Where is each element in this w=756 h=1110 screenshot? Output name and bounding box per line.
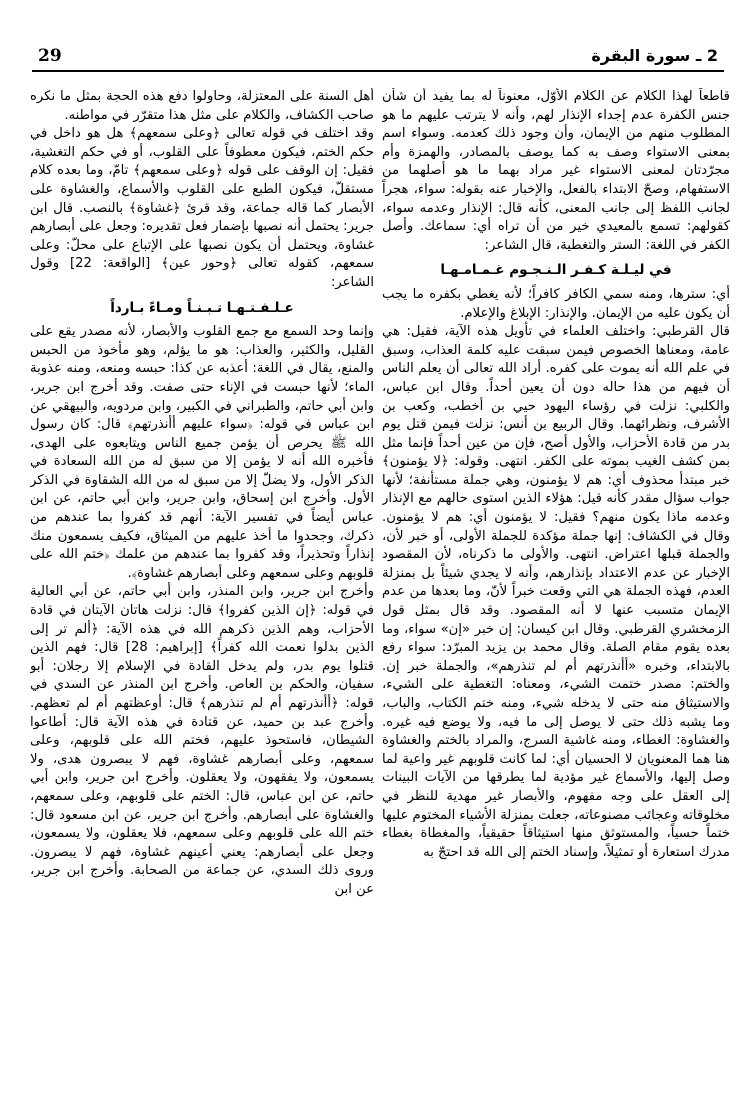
paragraph: أهل السنة على المعتزلة، وحاولوا دفع هذه الحجة بمثل ما نكره صاحب الكشاف، والكلام على مثل هذا متقرّر في مواطنه. — [30, 89, 374, 123]
right-column — [382, 88, 730, 1098]
paragraph: قاطعاً لهذا الكلام عن الكلام الأوّل، معنوناً له بما يفيد أن شأن جنس الكفرة عدم إجداء الإنذار لهم، وأنه لا يترتب عليهم ما هو المطلوب منهم من الإيمان، وأن وجود ذلك كعدمه. وسواء اسم بمعنى الاستواء وصف به كما يوصف بالمصادر، والهمزة وأم مجرّدتان لمعنى الاستواء غير مراد بهما ما هو أصلهما من الاستفهام، وصحّ الابتداء بالفعل، والإخبار عنه بقوله: سواء، هجراً لجانب اللفظ إلى جانب المعنى، كأنه قال: الإنذار وعدمه سواء، كقولهم: تسمع بالمعيدي خير من أن تراه أي: سماعك. وأصل الكفر في اللغة: الستر والتغطية، قال الشاعر: — [382, 89, 730, 253]
paragraph: وأخرج ابن جرير، وابن المنذر، وابن أبي حاتم، عن أبي العالية في قوله: ﴿إن الذين كفروا﴾ قال: نزلت هاتان الآيتان في قادة الأحزاب، وهم الذين ذكرهم الله في هذه الآية: ﴿ألم تر إلى الذين بدلوا نعمت الله كفراً﴾ [إبراهيم: 28] قال: فهم الذين قتلوا يوم بدر، ولم يدخل القادة في الإسلام إلا رجلان: أبو سفيان، والحكم بن العاص. وأخرج ابن المنذر عن السدي في قوله: ﴿أأنذرتهم أم لم تنذرهم﴾ قال: أوعظتهم أم لم تعظهم. وأخرج عبد بن حميد، عن قتادة في هذه الآية قال: أطاعوا الشيطان، فاستحوذ عليهم، فختم الله على قلوبهم، وعلى سمعهم، وعلى أبصارهم غشاوة، فهم لا يبصرون هدى، ولا يسمعون، ولا يفقهون، ولا يعقلون. وأخرج ابن جرير، وابن أبي حاتم، عن ابن عباس، قال: الختم على قلوبهم، وعلى سمعهم، والغشاوة على أبصارهم. وأخرج ابن جرير، عن ابن مسعود قال: ختم الله على قلوبهم وعلى سمعهم، فلا يعقلون، ولا يسمعون، وجعل على أبصارهم: يعني أعينهم غشاوة، فهم لا يبصرون. وروى ذلك السدي، عن جماعة من الصحابة. وأخرج ابن جرير، عن ابن — [30, 584, 374, 897]
paragraph: وقد اختلف في قوله تعالى ﴿وعلى سمعهم﴾ هل هو داخل في حكم الختم، فيكون معطوفاً على القلوب، أو في حكم التغشية، فقيل: إن الوقف على قوله ﴿وعلى سمعهم﴾ تامّ، وما بعده كلام مستقلّ، فيكون الطبع على القلوب والأسماع، والغشاوة على الأبصار كما قاله جماعة، وقد قرئ ﴿غشاوة﴾ بالنصب. قال ابن جرير: يحتمل أنه نصبها بإضمار فعل تقديره: وجعل على أبصارهم غشاوة، ويحتمل أن يكون نصبها على الإتباع على محلّ: وعلى سمعهم، كقوله تعالى ﴿وحور عين﴾ [الواقعة: 22] وقول الشاعر: — [30, 126, 374, 290]
poetry-verse: في ليـلـة كـفـر الـنـجـوم غـمـامـهـا — [440, 262, 672, 279]
paragraph: قال القرطبي: واختلف العلماء في تأويل هذه الآية، فقيل: هي عامة، ومعناها الخصوص فيمن سبقت عليه كلمة العذاب، وسبق في علم الله أنه يموت على كفره. أراد الله تعالى أن يعلم الناس أن فيهم من هذا حاله دون أن يعين أحداً. وقال ابن عباس، والكلبي: نزلت في رؤساء اليهود حيي بن أخطب، وكعب بن الأشرف، ونظرائهما. وقال الربيع بن أنس: نزلت فيمن قتل يوم بدر من قادة الأحزاب، والأول أصح، فإن من عين أحداً فإنما مثل بمن كشف الغيب بموته على الكفر. انتهى. وقوله: ﴿لا يؤمنون﴾ خبر مبتدأ محذوف أي: هم لا يؤمنون، وهي جملة مستأنفة؛ لأنها جواب سؤال مقدر كأنه قيل: هؤلاء الذين استوى حالهم مع الإنذار وعدمه ماذا يكون منهم؟ فقيل: لا يؤمنون أي: هم لا يؤمنون. وقال في الكشاف: إنها جملة مؤكدة للجملة الأولى، أو خبر لأن، والجملة قبلها اعتراض. انتهى. والأولى ما ذكرناه، لأن المقصود الإخبار عن عدم الاعتداد بإنذارهم، وأنه لا يجدي شيئاً بل بمنزلة العدم، فهذه الجملة هي التي وقعت خبراً لأنّ، وما بعدها من عدم الإيمان متسبب عنها لا أنه المقصود. وقد قال بمثل قول الزمخشري القرطبي. وقال ابن كيسان: إن خبر «إن» سواء، وما بعده يقوم مقام الصلة. وقال محمد بن يزيد المبرّد: سواء رفع بالابتداء، وخبره «أأنذرتهم أم لم تنذرهم»، والجملة خبر إن. والختم: مصدر ختمت الشيء، ومعناه: التغطية على الشيء، والاستيثاق منه حتى لا يدخله شيء، ومنه ختم الكتاب، والباب، وما يشبه ذلك حتى لا يوصل إلى ما فيه، ولا يوضع فيه غيره. والغشاوة: الغطاء، ومنه غاشية السرج، والمراد بالختم والغشاوة هنا هما المعنويان لا الحسيان أي: لما كانت قلوبهم غير واعية لما وصل إليها، والأسماع غير مؤدية لما يطرقها من الآيات البينات إلى العقل على وجه مفهوم، والأبصار غير مهدية للنظر في مخلوقاته وعجائب مصنوعاته، جعلت بمنزلة الأشياء المختوم عليها ختماً حسياً، والمستوثق منها استيثاقاً حقيقياً، والمغطاة بغطاء مدرك استعارة أو تمثيلاً، وإسناد الختم إلى الله قد احتجّ به — [382, 324, 730, 860]
paragraph: أي: سترها، ومنه سمي الكافر كافراً؛ لأنه يغطي بكفره ما يجب أن يكون عليه من الإيمان. والإنذار: الإبلاغ والإعلام. — [382, 286, 730, 321]
left-column — [30, 88, 374, 1098]
paragraph: وإنما وحد السمع مع جمع القلوب والأبصار، لأنه مصدر يقع على القليل، والكثير، والعذاب: هو ما يؤلم، وهو مأخوذ من الحبس والمنع، يقال في اللغة: أعذبه عن كذا: حبسه ومنعه، ومنه عذوبة الماء؛ لأنها حبست في الإناء حتى صفت. وقد أخرج ابن جرير، وابن أبي حاتم، والطبراني في الكبير، وابن مردويه، والبيهقي عن ابن عباس في قوله: ﴿سواء عليهم أأنذرتهم﴾ قال: كان رسول الله ﷺ يحرص أن يؤمن جميع الناس ويتابعوه على الهدى، فأخبره الله أنه لا يؤمن إلا من سبق له من الله السعادة في الذكر الأول، ولا يضلّ إلا من سبق له من الله الشقاوة في الذكر الأول. وأخرج ابن إسحاق، وابن جرير، وابن أبي حاتم، عن ابن عباس أيضاً في تفسير الآية: أنهم قد كفروا بما عندهم من ذكرك، وجحدوا ما أخذ عليهم من الميثاق، فكيف يسمعون منك إنذاراً وتحذيراً، وقد كفروا بما عندهم من علمك ﴿ختم الله على قلوبهم وعلى سمعهم وعلى أبصارهم غشاوة﴾. — [30, 324, 374, 581]
page-header — [32, 44, 724, 70]
running-title: 2 ـ سورة البقرة — [591, 46, 718, 65]
page-number: 29 — [38, 46, 62, 66]
poetry-verse: عـلـفـتـهـا تـبـنـاً ومـاءً بـارداً — [110, 299, 294, 316]
header-rule — [32, 70, 724, 72]
